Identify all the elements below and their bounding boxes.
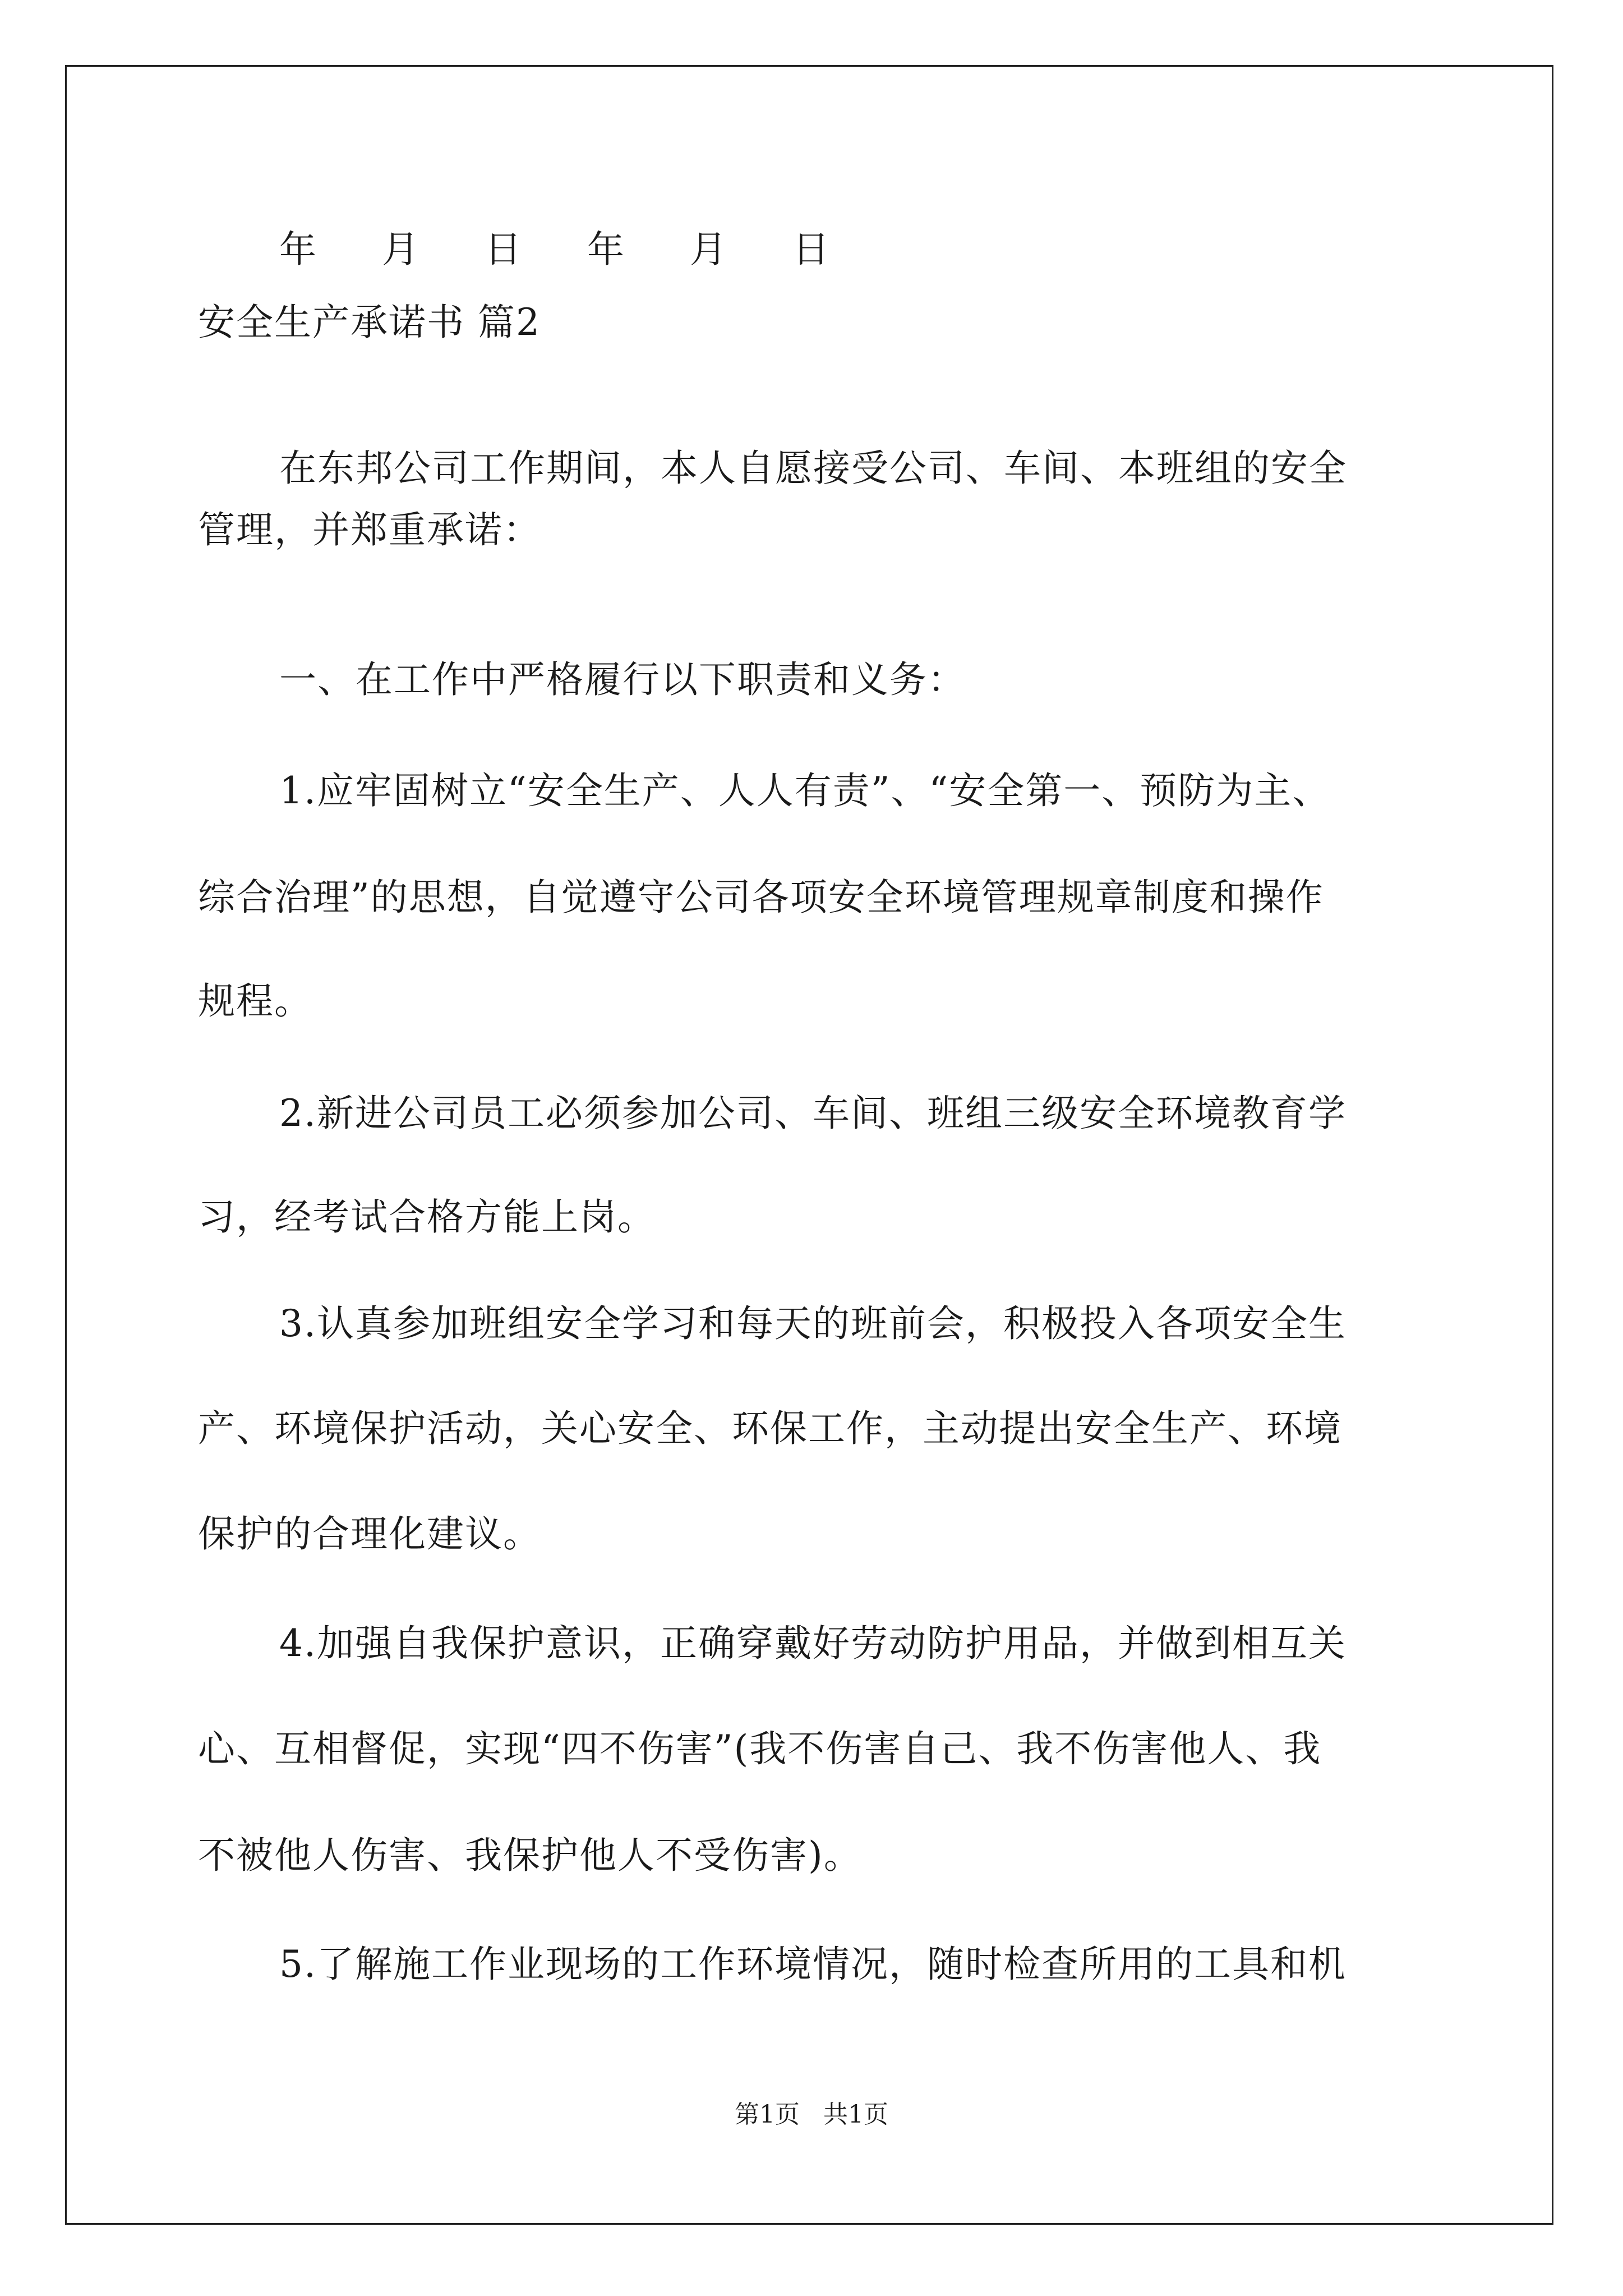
paragraph-line: 3.认真参加班组安全学习和每天的班前会，积极投入各项安全生: [279, 1302, 1347, 1345]
paragraph-line: 2.新进公司员工必须参加公司、车间、班组三级安全环境教育学: [279, 1092, 1347, 1135]
paragraph-line: 保护的合理化建议。: [198, 1512, 541, 1556]
paragraph-line: 管理，并郑重承诺：: [198, 508, 541, 551]
paragraph-line: 4.加强自我保护意识，正确穿戴好劳动防护用品，并做到相互关: [279, 1622, 1347, 1665]
paragraph-line: 在东邦公司工作期间，本人自愿接受公司、车间、本班组的安全: [279, 447, 1347, 490]
paragraph-line: 不被他人伤害、我保护他人不受伤害)。: [198, 1834, 862, 1877]
document-heading: 安全生产承诺书 篇2: [198, 301, 541, 344]
paragraph-line: 规程。: [198, 979, 312, 1023]
paragraph-line: 习，经考试合格方能上岗。: [198, 1195, 656, 1239]
paragraph-line: 心、互相督促，实现“四不伤害”(我不伤害自己、我不伤害他人、我: [198, 1727, 1322, 1770]
paragraph-line: 产、环境保护活动，关心安全、环保工作，主动提出安全生产、环境: [198, 1407, 1342, 1450]
paragraph-line: 一、在工作中严格履行以下职责和义务：: [279, 658, 966, 701]
page-footer: 第1页 共1页: [735, 2100, 888, 2129]
date-line: 年 月 日 年 月 日: [279, 228, 845, 271]
page-border: [65, 65, 1553, 2225]
paragraph-line: 1.应牢固树立“安全生产、人人有责”、“安全第一、预防为主、: [279, 769, 1331, 812]
paragraph-line: 5.了解施工作业现场的工作环境情况，随时检查所用的工具和机: [279, 1943, 1347, 1986]
paragraph-line: 综合治理”的思想，自觉遵守公司各项安全环境管理规章制度和操作: [198, 876, 1324, 919]
